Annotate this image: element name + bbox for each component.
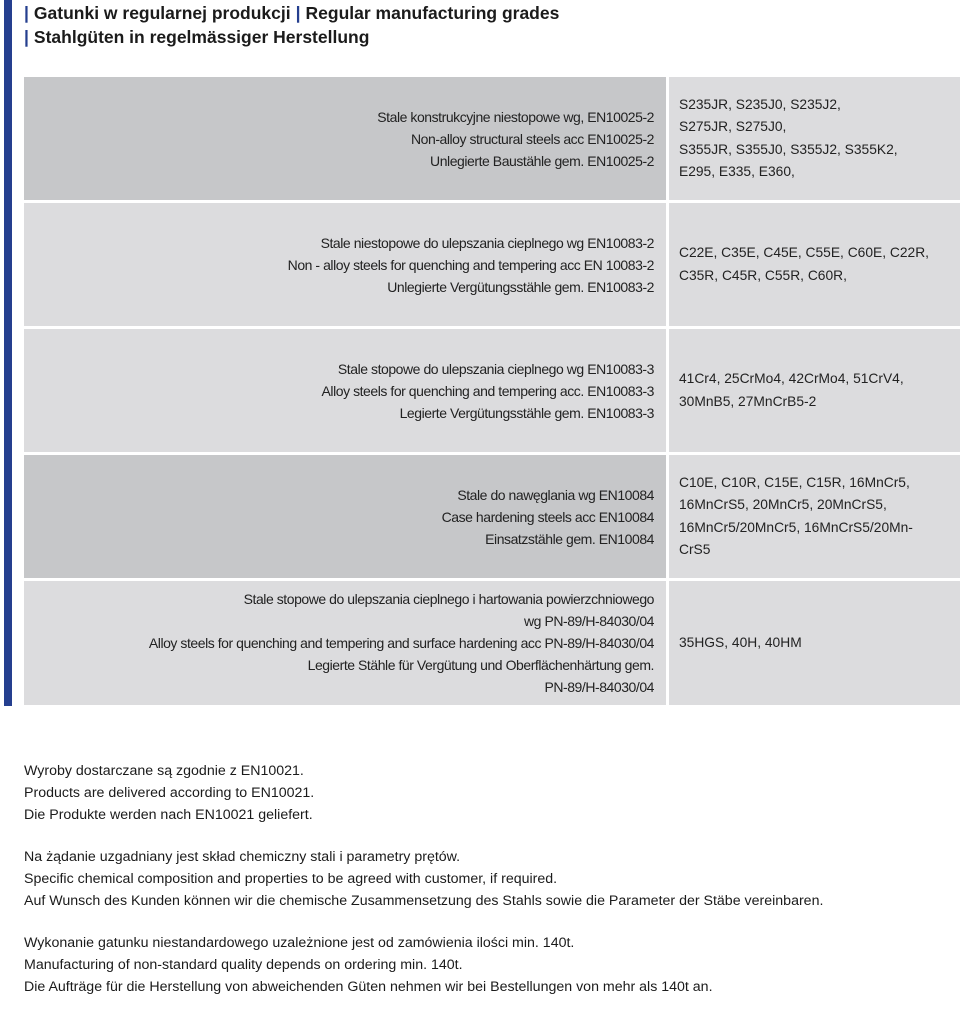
note-line: Wykonanie gatunku niestandardowego uzależnione jest od zamówienia ilości min. 140t. [24,935,575,951]
steel-description-cell [24,329,666,452]
steel-description-cell [24,203,666,326]
grades-cell [669,455,960,578]
heading-title-de: Stahlgüten in regelmässiger Herstellung [33,27,370,47]
note-line: Na żądanie uzgadniany jest skład chemiczny stali i parametry prętów. [24,849,461,865]
description-line: wg PN-89/H-84030/04 [524,613,654,629]
description-line: Case hardening steels acc EN10084 [441,508,654,525]
note-line: Die Produkte werden nach EN10021 geliefert. [24,807,313,823]
grades-line: 41Cr4, 25CrMo4, 42CrMo4, 51CrV4, [679,371,904,386]
grades-table [24,77,960,705]
description-line: Stale do nawęglania wg EN10084 [457,486,654,503]
note-line: Die Aufträge für die Herstellung von abweichenden Güten nehmen wir bei Bestellungen von mehr als 140t an. [24,979,713,995]
grades-line: 16MnCrS5, 20MnCr5, 20MnCrS5, [679,497,887,512]
page-heading [24,1,559,49]
note-chemical-composition [24,846,823,912]
description-line: Stale niestopowe do ulepszania cieplnego wg EN10083-2 [320,234,654,251]
grades-line: C10E, C10R, C15E, C15R, 16MnCr5, [679,474,910,490]
grades-line: CrS5 [679,542,711,557]
grades-cell [669,77,960,200]
grades-cell [669,203,960,326]
description-line: Stale stopowe do ulepszania cieplnego wg EN10083-3 [337,360,654,377]
heading-separator: | [24,27,29,47]
description-line: Unlegierte Baustähle gem. EN10025-2 [430,152,654,169]
table-row [24,455,960,578]
grades-line: C35R, C45R, C55R, C60R, [679,267,847,283]
description-line: Unlegierte Vergütungsstähle gem. EN10083-2 [387,278,654,295]
grades-line: C22E, C35E, C45E, C55E, C60E, C22R, [679,245,930,260]
steel-description-cell [24,77,666,200]
note-minimum-order [24,932,823,998]
note-line: Wyroby dostarczane są zgodnie z EN10021. [24,763,304,779]
table-row [24,77,960,200]
heading-line-2 [24,25,559,49]
note-line: Specific chemical composition and properties to be agreed with customer, if required. [24,871,558,887]
description-line: Stale konstrukcyjne niestopowe wg, EN10025-2 [377,108,654,125]
heading-line-1 [24,1,559,25]
table-row [24,581,960,705]
table-row [24,203,960,326]
description-line: Non - alloy steels for quenching and tempering acc EN 10083-2 [287,256,654,273]
note-line: Auf Wunsch des Kunden können wir die chemische Zusammensetzung des Stahls sowie die Parameter der Stäbe vereinbaren. [24,893,824,909]
note-line: Manufacturing of non-standard quality depends on ordering min. 140t. [24,957,463,973]
description-line: Alloy steels for quenching and tempering and surface hardening acc PN-89/H-84030/04 [148,635,654,651]
heading-separator: | [24,3,29,23]
description-line: Non-alloy structural steels acc EN10025-2 [410,130,654,147]
accent-side-bar [4,0,12,706]
description-line: Alloy steels for quenching and tempering acc. EN10083-3 [321,382,654,399]
grades-line: E295, E335, E360, [679,164,795,179]
grades-line: 16MnCr5/20MnCr5, 16MnCrS5/20Mn- [679,519,913,535]
grades-line: 35HGS, 40H, 40HM [679,634,802,650]
heading-title-en: Regular manufacturing grades [305,3,560,23]
steel-description-cell [24,455,666,578]
description-line: Einsatzstähle gem. EN10084 [485,530,654,547]
table-row [24,329,960,452]
grades-line: S235JR, S235J0, S235J2, [679,96,841,112]
heading-title-pl: Gatunki w regularnej produkcji [33,3,291,23]
steel-description-cell [24,581,666,705]
delivery-notes [24,760,823,1018]
grades-cell [669,329,960,452]
grades-line: S275JR, S275J0, [679,119,787,134]
description-line: Legierte Vergütungsstähle gem. EN10083-3 [399,404,654,421]
description-line: PN-89/H-84030/04 [544,679,654,695]
grades-line: 30MnB5, 27MnCrB5-2 [679,393,817,409]
description-line: Legierte Stähle für Vergütung und Oberflächenhärtung gem. [307,657,654,673]
grades-cell [669,581,960,705]
note-standard [24,760,823,826]
note-line: Products are delivered according to EN10021. [24,785,315,801]
heading-separator: | [295,3,301,23]
grades-line: S355JR, S355J0, S355J2, S355K2, [679,141,898,157]
description-line: Stale stopowe do ulepszania cieplnego i hartowania powierzchniowego [243,591,654,607]
